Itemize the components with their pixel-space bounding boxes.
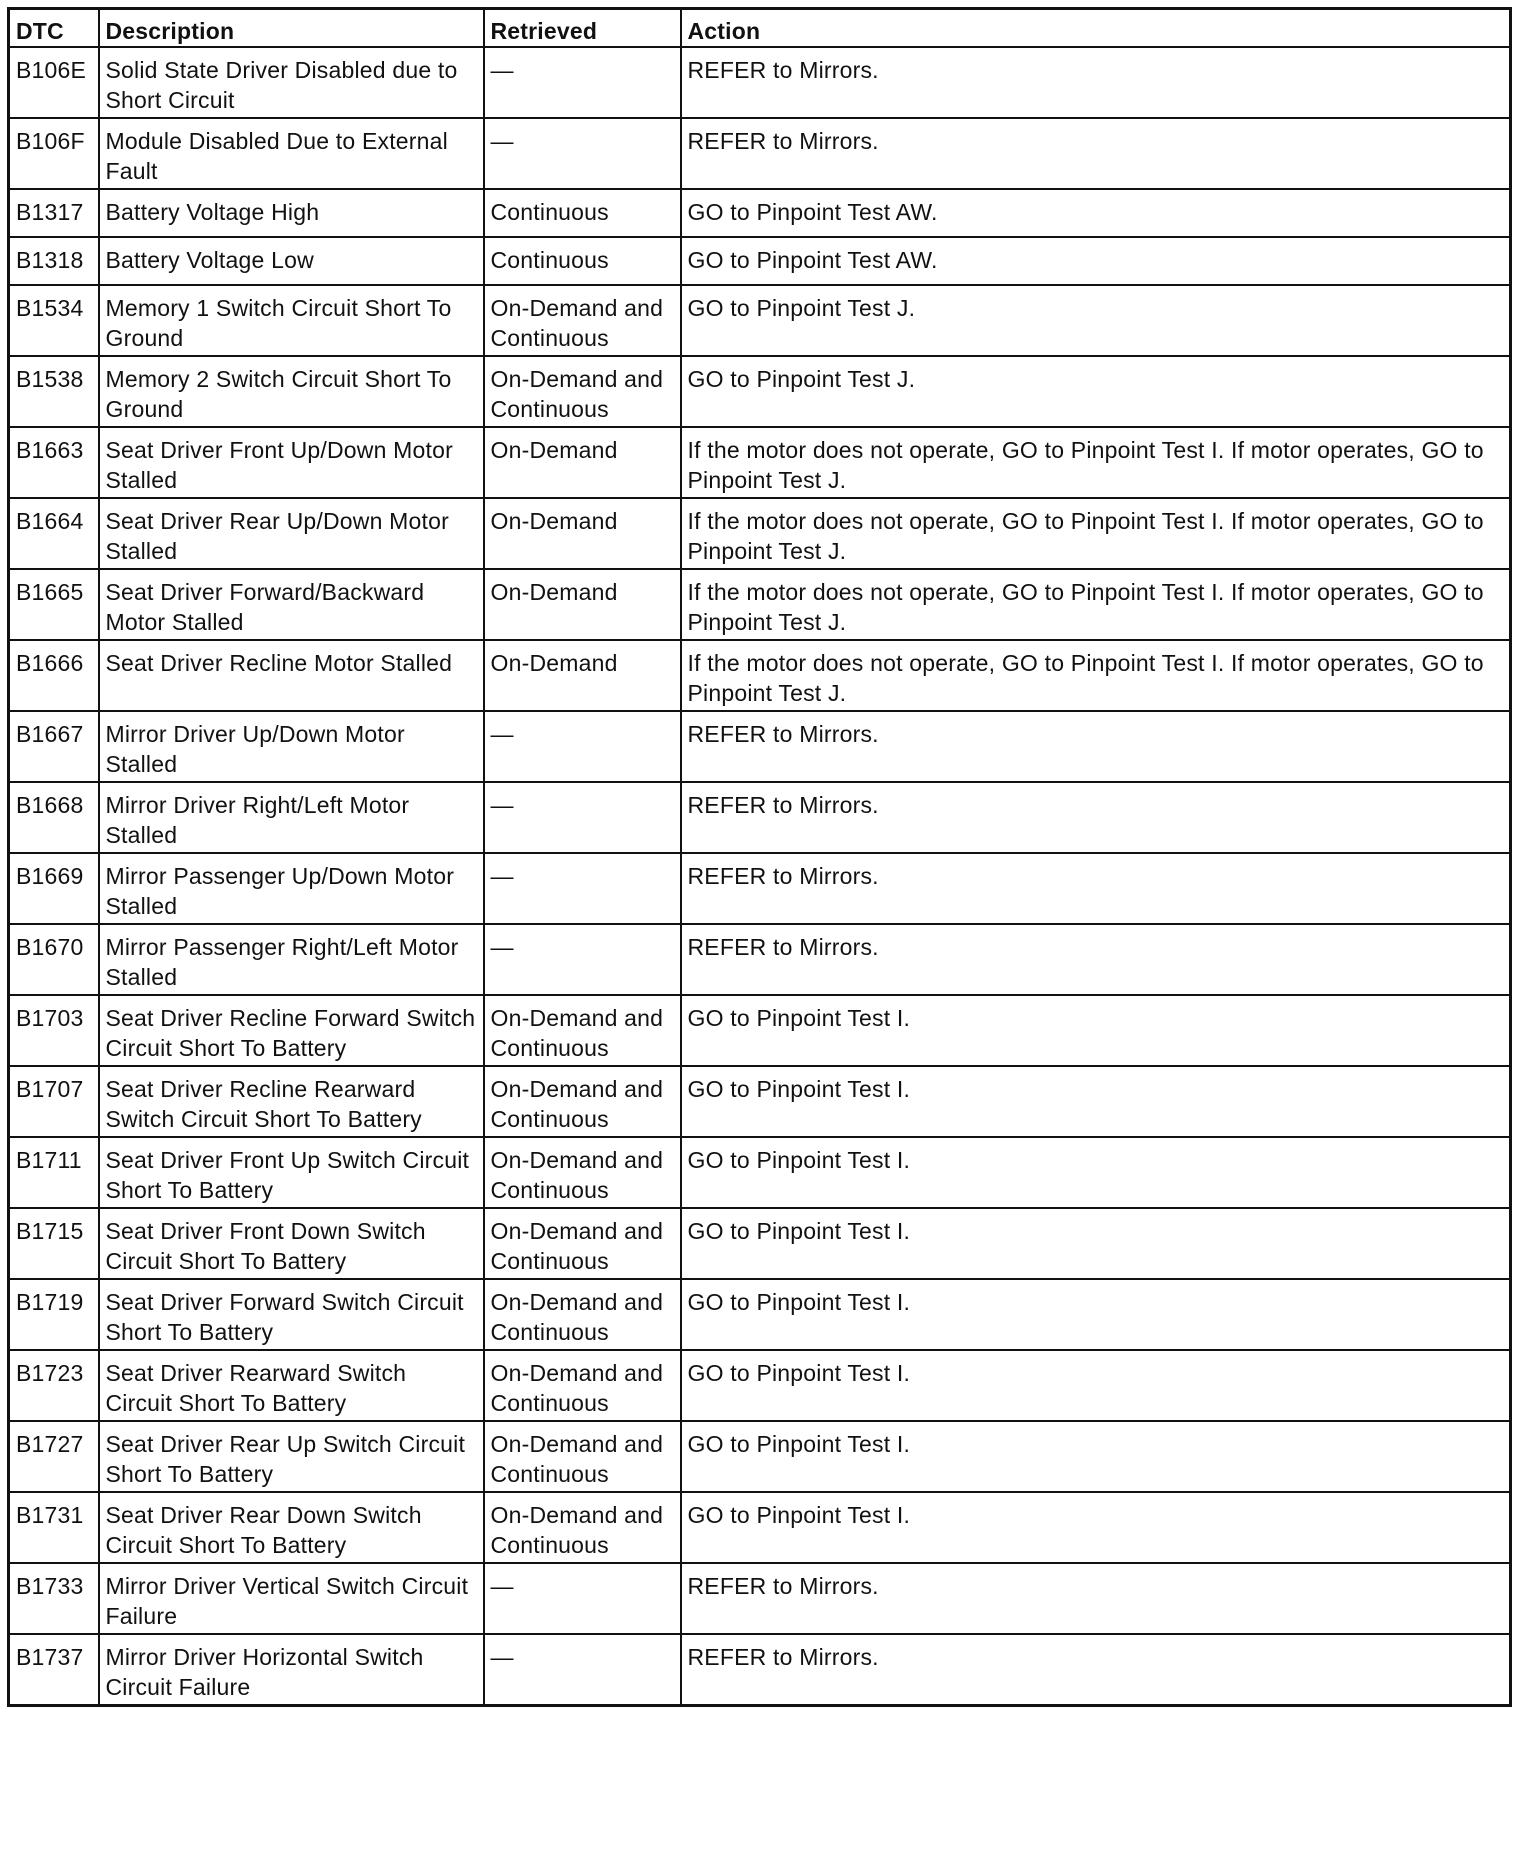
header-retrieved: Retrieved <box>484 9 681 48</box>
cell-dtc: B106F <box>9 118 99 189</box>
cell-dtc: B1538 <box>9 356 99 427</box>
cell-action: If the motor does not operate, GO to Pinpoint Test I. If motor operates, GO to Pinpoint Test J. <box>681 498 1511 569</box>
cell-action: REFER to Mirrors. <box>681 47 1511 118</box>
cell-retrieved: Continuous <box>484 237 681 285</box>
table-row <box>9 118 1511 189</box>
cell-description: Mirror Passenger Right/Left Motor Stalled <box>99 924 484 995</box>
cell-retrieved: On-Demand and Continuous <box>484 1492 681 1563</box>
cell-description: Battery Voltage High <box>99 189 484 237</box>
cell-description: Seat Driver Forward Switch Circuit Short To Battery <box>99 1279 484 1350</box>
cell-dtc: B1733 <box>9 1563 99 1634</box>
cell-retrieved: — <box>484 853 681 924</box>
cell-action: GO to Pinpoint Test AW. <box>681 189 1511 237</box>
cell-dtc: B1669 <box>9 853 99 924</box>
cell-description: Mirror Driver Up/Down Motor Stalled <box>99 711 484 782</box>
cell-dtc: B1317 <box>9 189 99 237</box>
cell-description: Mirror Driver Horizontal Switch Circuit Failure <box>99 1634 484 1705</box>
cell-action: GO to Pinpoint Test I. <box>681 1208 1511 1279</box>
header-description: Description <box>99 9 484 48</box>
cell-dtc: B1719 <box>9 1279 99 1350</box>
cell-action: REFER to Mirrors. <box>681 711 1511 782</box>
cell-dtc: B1665 <box>9 569 99 640</box>
cell-description: Seat Driver Front Down Switch Circuit Short To Battery <box>99 1208 484 1279</box>
header-action: Action <box>681 9 1511 48</box>
cell-retrieved: On-Demand and Continuous <box>484 1208 681 1279</box>
cell-retrieved: — <box>484 1563 681 1634</box>
cell-dtc: B1711 <box>9 1137 99 1208</box>
table-row <box>9 995 1511 1066</box>
table-row <box>9 237 1511 285</box>
cell-retrieved: On-Demand and Continuous <box>484 1350 681 1421</box>
cell-action: If the motor does not operate, GO to Pinpoint Test I. If motor operates, GO to Pinpoint Test J. <box>681 640 1511 711</box>
cell-dtc: B106E <box>9 47 99 118</box>
cell-action: GO to Pinpoint Test J. <box>681 285 1511 356</box>
cell-retrieved: — <box>484 118 681 189</box>
table-row <box>9 498 1511 569</box>
cell-action: REFER to Mirrors. <box>681 1634 1511 1705</box>
table-body <box>9 47 1511 1705</box>
cell-action: REFER to Mirrors. <box>681 1563 1511 1634</box>
cell-action: If the motor does not operate, GO to Pinpoint Test I. If motor operates, GO to Pinpoint Test J. <box>681 569 1511 640</box>
cell-retrieved: On-Demand and Continuous <box>484 995 681 1066</box>
cell-dtc: B1707 <box>9 1066 99 1137</box>
cell-retrieved: — <box>484 1634 681 1705</box>
table-row <box>9 569 1511 640</box>
cell-retrieved: On-Demand <box>484 569 681 640</box>
table-row <box>9 1279 1511 1350</box>
cell-dtc: B1737 <box>9 1634 99 1705</box>
cell-dtc: B1667 <box>9 711 99 782</box>
cell-dtc: B1534 <box>9 285 99 356</box>
cell-retrieved: On-Demand and Continuous <box>484 1279 681 1350</box>
cell-action: GO to Pinpoint Test J. <box>681 356 1511 427</box>
cell-dtc: B1668 <box>9 782 99 853</box>
cell-action: REFER to Mirrors. <box>681 924 1511 995</box>
cell-description: Solid State Driver Disabled due to Short Circuit <box>99 47 484 118</box>
cell-retrieved: — <box>484 47 681 118</box>
cell-dtc: B1318 <box>9 237 99 285</box>
cell-dtc: B1723 <box>9 1350 99 1421</box>
cell-action: REFER to Mirrors. <box>681 853 1511 924</box>
table-row <box>9 1634 1511 1705</box>
cell-action: REFER to Mirrors. <box>681 118 1511 189</box>
cell-description: Module Disabled Due to External Fault <box>99 118 484 189</box>
table-row <box>9 427 1511 498</box>
cell-retrieved: On-Demand and Continuous <box>484 356 681 427</box>
cell-retrieved: — <box>484 924 681 995</box>
table-row <box>9 1421 1511 1492</box>
table-row <box>9 711 1511 782</box>
cell-description: Mirror Driver Right/Left Motor Stalled <box>99 782 484 853</box>
cell-action: GO to Pinpoint Test I. <box>681 1350 1511 1421</box>
table-row <box>9 1208 1511 1279</box>
cell-description: Battery Voltage Low <box>99 237 484 285</box>
cell-dtc: B1731 <box>9 1492 99 1563</box>
table-row <box>9 782 1511 853</box>
cell-action: GO to Pinpoint Test AW. <box>681 237 1511 285</box>
cell-description: Memory 1 Switch Circuit Short To Ground <box>99 285 484 356</box>
cell-description: Seat Driver Front Up Switch Circuit Short To Battery <box>99 1137 484 1208</box>
cell-retrieved: On-Demand <box>484 640 681 711</box>
cell-description: Seat Driver Rear Down Switch Circuit Short To Battery <box>99 1492 484 1563</box>
table-row <box>9 1563 1511 1634</box>
header-dtc: DTC <box>9 9 99 48</box>
cell-action: If the motor does not operate, GO to Pinpoint Test I. If motor operates, GO to Pinpoint Test J. <box>681 427 1511 498</box>
cell-retrieved: On-Demand and Continuous <box>484 1066 681 1137</box>
cell-action: GO to Pinpoint Test I. <box>681 1421 1511 1492</box>
table-header <box>9 9 1511 48</box>
table-row <box>9 189 1511 237</box>
table-row <box>9 1066 1511 1137</box>
cell-action: REFER to Mirrors. <box>681 782 1511 853</box>
cell-action: GO to Pinpoint Test I. <box>681 995 1511 1066</box>
cell-description: Seat Driver Front Up/Down Motor Stalled <box>99 427 484 498</box>
cell-dtc: B1703 <box>9 995 99 1066</box>
cell-retrieved: On-Demand and Continuous <box>484 1137 681 1208</box>
table-row <box>9 924 1511 995</box>
cell-dtc: B1670 <box>9 924 99 995</box>
dtc-table <box>7 7 1512 1707</box>
table-row <box>9 853 1511 924</box>
cell-retrieved: On-Demand and Continuous <box>484 1421 681 1492</box>
cell-description: Mirror Passenger Up/Down Motor Stalled <box>99 853 484 924</box>
cell-description: Seat Driver Rearward Switch Circuit Short To Battery <box>99 1350 484 1421</box>
table-row <box>9 1350 1511 1421</box>
table-row <box>9 285 1511 356</box>
cell-description: Mirror Driver Vertical Switch Circuit Failure <box>99 1563 484 1634</box>
cell-retrieved: On-Demand <box>484 427 681 498</box>
cell-dtc: B1663 <box>9 427 99 498</box>
cell-retrieved: Continuous <box>484 189 681 237</box>
cell-dtc: B1664 <box>9 498 99 569</box>
cell-description: Seat Driver Rear Up/Down Motor Stalled <box>99 498 484 569</box>
cell-action: GO to Pinpoint Test I. <box>681 1492 1511 1563</box>
cell-description: Seat Driver Recline Motor Stalled <box>99 640 484 711</box>
table-row <box>9 1492 1511 1563</box>
header-row <box>9 9 1511 48</box>
cell-action: GO to Pinpoint Test I. <box>681 1066 1511 1137</box>
cell-description: Memory 2 Switch Circuit Short To Ground <box>99 356 484 427</box>
table-row <box>9 356 1511 427</box>
cell-retrieved: — <box>484 782 681 853</box>
table-row <box>9 47 1511 118</box>
cell-retrieved: On-Demand <box>484 498 681 569</box>
cell-dtc: B1727 <box>9 1421 99 1492</box>
cell-retrieved: — <box>484 711 681 782</box>
cell-description: Seat Driver Forward/Backward Motor Stalled <box>99 569 484 640</box>
cell-description: Seat Driver Rear Up Switch Circuit Short To Battery <box>99 1421 484 1492</box>
cell-retrieved: On-Demand and Continuous <box>484 285 681 356</box>
table-row <box>9 640 1511 711</box>
table-row <box>9 1137 1511 1208</box>
cell-description: Seat Driver Recline Rearward Switch Circuit Short To Battery <box>99 1066 484 1137</box>
cell-description: Seat Driver Recline Forward Switch Circuit Short To Battery <box>99 995 484 1066</box>
cell-dtc: B1666 <box>9 640 99 711</box>
cell-dtc: B1715 <box>9 1208 99 1279</box>
cell-action: GO to Pinpoint Test I. <box>681 1137 1511 1208</box>
cell-action: GO to Pinpoint Test I. <box>681 1279 1511 1350</box>
